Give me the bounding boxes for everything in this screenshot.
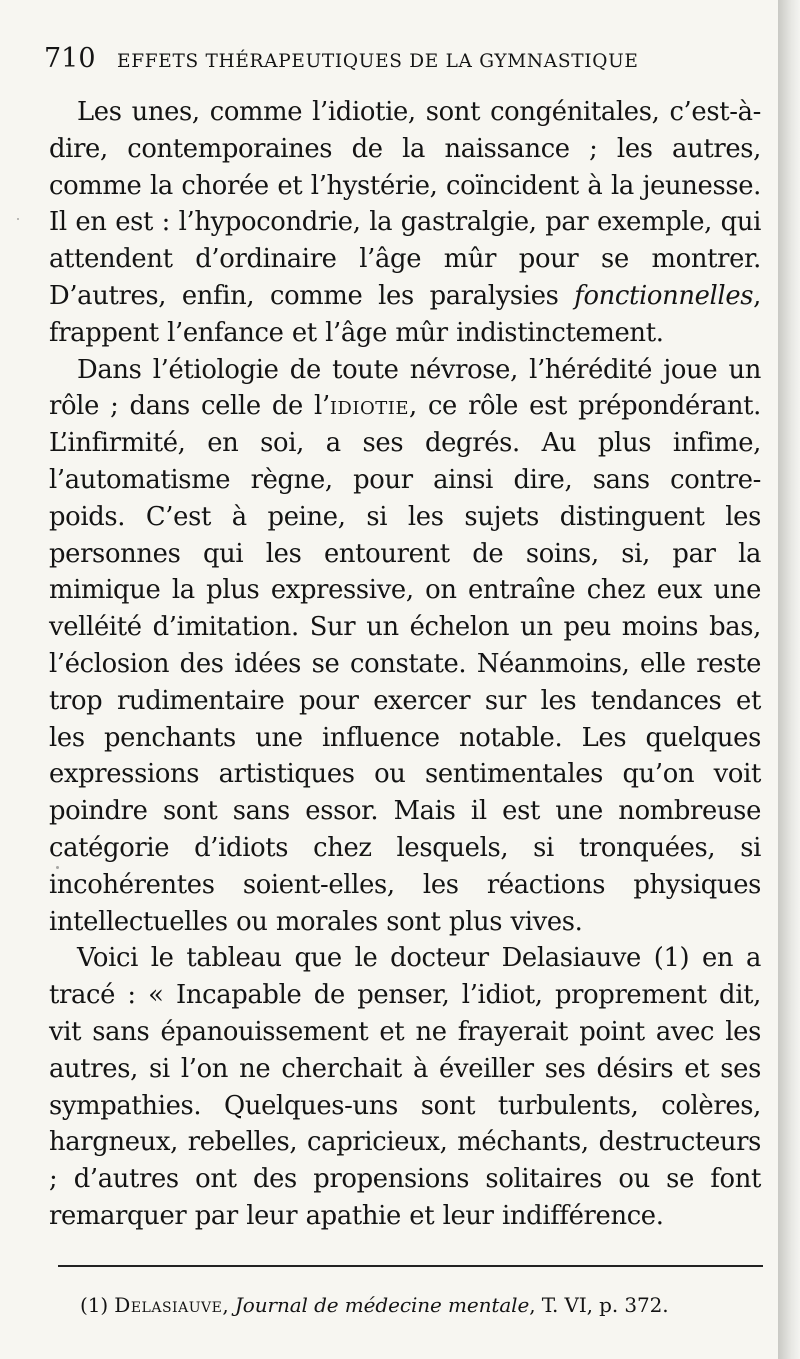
- footnote: [80, 1290, 770, 1320]
- body-text: [49, 94, 761, 1235]
- paragraph-text: , ce rôle est prépondérant. L’infirmité, en soi, a ses degrés. Au plus infime, l’automatisme règne, pour ainsi dire, sans contre-poids. C’est à peine, si les sujets distinguent les personnes qui les entourent de soins, si, par la mimique la plus expressive, on entraîne chez eux une velléité d’imitation. Sur un échelon un peu moins bas, l’éclosion des idées se constate. Néanmoins, elle reste trop rudimentaire pour exercer sur les tendances et les penchants une influence notable. Les quelques expressions artistiques ou sentimentales qu’on voit poindre sont sans essor. Mais il est une nombreuse catégorie d’idiots chez lesquels, si tronquées, si incohérentes soient-elles, les réactions physiques intellectuelles ou morales sont plus vives.: [49, 391, 761, 937]
- paragraph-etiology: [49, 352, 761, 941]
- paragraph-delasiauve-quote: [49, 940, 761, 1234]
- small-caps-term: idiotie: [329, 391, 409, 422]
- footnote-author: Delasiauve: [114, 1293, 223, 1317]
- page-number: 710: [44, 43, 96, 74]
- paragraph-text: Voici le tableau que le docteur Delasiauve (1) en a tracé : « Incapable de penser, l’idiot, proprement dit, vit sans épanouissement et ne frayerait point avec les autres, si l’on ne cherchait à éveiller ses désirs et ses sympathies. Quelques-uns sont turbulents, colères, hargneux, rebelles, capricieux, méchants, destructeurs ; d’autres ont des propensions solitaires ou se font remarquer par leur apathie et leur indifférence.: [49, 943, 761, 1231]
- paragraph-text: , frappent l’enfance et l’âge mûr indistinctement.: [49, 280, 761, 348]
- footnote-marker: (1): [80, 1293, 115, 1317]
- page-edge-shadow: [778, 0, 800, 1359]
- paragraph-text: Les unes, comme l’idiotie, sont congénitales, c’est-à-dire, contemporaines de la naissance ; les autres, comme la chorée et l’hystérie, coïncident à la jeunesse. Il en est : l’hypocondrie, la gastralgie, par exemple, qui attendent d’ordinaire l’âge mûr pour se montrer. D’autres, enfin, comme les paralysies: [49, 97, 761, 311]
- running-title: EFFETS THÉRAPEUTIQUES DE LA GYMNASTIQUE: [117, 51, 639, 72]
- footnote-journal: Journal de médecine mentale: [234, 1293, 530, 1317]
- paragraph-neuroses-onset: [49, 94, 761, 352]
- footnote-rule: [58, 1265, 763, 1267]
- footnote-separator: ,: [222, 1293, 235, 1317]
- paragraph-text: Dans l’étiologie de toute névrose, l’hérédité joue un rôle ; dans celle de l’: [49, 354, 761, 422]
- print-speck: [56, 866, 59, 869]
- italic-phrase: fonctionnelles: [574, 280, 754, 311]
- footnote-reference: , T. VI, p. 372.: [529, 1293, 669, 1317]
- print-speck: [17, 218, 19, 220]
- page-header: [44, 42, 764, 80]
